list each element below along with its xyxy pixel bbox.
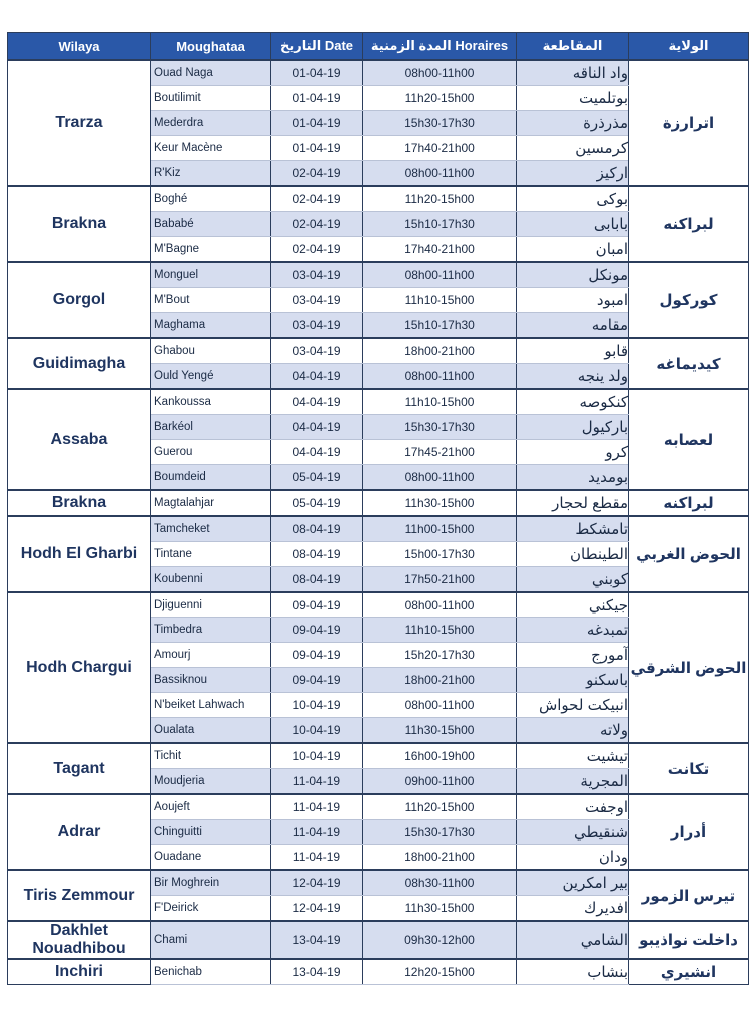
- hours-cell: 11h30-15h00: [363, 896, 517, 922]
- moughataa-cell: Ouadane: [151, 845, 271, 871]
- table-row: [8, 959, 749, 985]
- hours-cell: 11h30-15h00: [363, 490, 517, 516]
- wilaya-cell: Hodh El Gharbi: [8, 516, 151, 592]
- moughataa-ar-cell: [517, 845, 629, 871]
- hours-cell: 08h30-11h00: [363, 870, 517, 896]
- moughataa-ar-cell: [517, 313, 629, 339]
- wilaya-cell: Inchiri: [8, 959, 151, 985]
- moughataa-ar-cell: [517, 262, 629, 288]
- moughataa-ar-text: مونكل: [588, 267, 628, 284]
- moughataa-cell: Kankoussa: [151, 389, 271, 415]
- moughataa-ar-text: كوبني: [591, 571, 628, 588]
- moughataa-cell: Benichab: [151, 959, 271, 985]
- table-row: [8, 870, 749, 896]
- hours-cell: 15h20-17h30: [363, 643, 517, 668]
- moughataa-cell: Tichit: [151, 743, 271, 769]
- table-row: [8, 338, 749, 364]
- moughataa-ar-text: واد الناقه: [572, 65, 628, 82]
- date-cell: 12-04-19: [271, 896, 363, 922]
- date-cell: 04-04-19: [271, 364, 363, 390]
- moughataa-ar-text: امبان: [595, 241, 628, 258]
- moughataa-ar-cell: [517, 794, 629, 820]
- date-cell: 09-04-19: [271, 592, 363, 618]
- table-row: [8, 186, 749, 212]
- date-cell: 10-04-19: [271, 693, 363, 718]
- moughataa-cell: R'Kiz: [151, 161, 271, 187]
- moughataa-ar-cell: [517, 136, 629, 161]
- date-cell: 11-04-19: [271, 845, 363, 871]
- date-cell: 11-04-19: [271, 820, 363, 845]
- moughataa-ar-cell: [517, 896, 629, 922]
- moughataa-ar-text: المجرية: [580, 773, 628, 790]
- hours-cell: 15h30-17h30: [363, 111, 517, 136]
- hours-cell: 18h00-21h00: [363, 845, 517, 871]
- moughataa-ar-text: انبيكت لحواش: [538, 697, 628, 714]
- moughataa-ar-text: بير امكرين: [562, 875, 628, 892]
- moughataa-ar-text: شنقيطي: [573, 824, 628, 841]
- moughataa-ar-text: اوجفت: [584, 799, 628, 816]
- moughataa-ar-cell: [517, 921, 629, 959]
- table-row: [8, 592, 749, 618]
- header-moughataa: Moughataa: [151, 33, 271, 61]
- date-cell: 02-04-19: [271, 161, 363, 187]
- date-cell: 09-04-19: [271, 643, 363, 668]
- moughataa-ar-text: ولاته: [599, 722, 628, 739]
- moughataa-ar-cell: [517, 237, 629, 263]
- moughataa-cell: Barkéol: [151, 415, 271, 440]
- moughataa-cell: Magtalahjar: [151, 490, 271, 516]
- moughataa-ar-cell: [517, 542, 629, 567]
- moughataa-ar-cell: [517, 643, 629, 668]
- wilaya-cell: Brakna: [8, 186, 151, 262]
- hours-cell: 15h30-17h30: [363, 820, 517, 845]
- moughataa-ar-text: كرو: [605, 444, 628, 461]
- moughataa-ar-text: مقامه: [591, 317, 628, 334]
- moughataa-ar-cell: [517, 743, 629, 769]
- table-row: [8, 743, 749, 769]
- moughataa-ar-text: بوتلميت: [579, 90, 628, 107]
- hours-cell: 17h40-21h00: [363, 136, 517, 161]
- moughataa-ar-cell: [517, 465, 629, 491]
- schedule-table: [7, 32, 749, 985]
- date-cell: 04-04-19: [271, 389, 363, 415]
- moughataa-ar-text: جيكني: [588, 597, 628, 614]
- hours-cell: 08h00-11h00: [363, 592, 517, 618]
- date-cell: 13-04-19: [271, 921, 363, 959]
- wilaya-ar-cell: انشيري: [629, 959, 749, 985]
- wilaya-cell: Trarza: [8, 60, 151, 186]
- moughataa-cell: Boutilimit: [151, 86, 271, 111]
- date-cell: 13-04-19: [271, 959, 363, 985]
- hours-cell: 17h50-21h00: [363, 567, 517, 593]
- wilaya-cell: Hodh Chargui: [8, 592, 151, 743]
- wilaya-ar-cell: تكانت: [629, 743, 749, 794]
- date-cell: 09-04-19: [271, 668, 363, 693]
- moughataa-cell: Chami: [151, 921, 271, 959]
- date-cell: 05-04-19: [271, 465, 363, 491]
- hours-cell: 16h00-19h00: [363, 743, 517, 769]
- date-cell: 03-04-19: [271, 262, 363, 288]
- hours-cell: 17h40-21h00: [363, 237, 517, 263]
- moughataa-cell: F'Deirick: [151, 896, 271, 922]
- schedule-body: [8, 60, 749, 985]
- date-cell: 08-04-19: [271, 516, 363, 542]
- hours-cell: 15h10-17h30: [363, 212, 517, 237]
- wilaya-cell: Brakna: [8, 490, 151, 516]
- hours-cell: 11h20-15h00: [363, 86, 517, 111]
- moughataa-ar-text: ولد ينجه: [577, 368, 628, 385]
- hours-cell: 12h20-15h00: [363, 959, 517, 985]
- moughataa-cell: Timbedra: [151, 618, 271, 643]
- moughataa-cell: Amourj: [151, 643, 271, 668]
- moughataa-ar-cell: [517, 618, 629, 643]
- moughataa-cell: Djiguenni: [151, 592, 271, 618]
- moughataa-cell: Ouad Naga: [151, 60, 271, 86]
- moughataa-ar-cell: [517, 186, 629, 212]
- moughataa-cell: Moudjeria: [151, 769, 271, 795]
- moughataa-ar-text: مقطع لحجار: [552, 495, 628, 512]
- wilaya-cell: Gorgol: [8, 262, 151, 338]
- wilaya-cell: Assaba: [8, 389, 151, 490]
- moughataa-ar-cell: [517, 86, 629, 111]
- header-date: التاريخ Date: [271, 33, 363, 61]
- date-cell: 01-04-19: [271, 111, 363, 136]
- moughataa-ar-text: تامشكط: [575, 521, 628, 538]
- header-row: [8, 33, 749, 61]
- wilaya-ar-cell: لبراكنه: [629, 186, 749, 262]
- hours-cell: 17h45-21h00: [363, 440, 517, 465]
- moughataa-ar-cell: [517, 490, 629, 516]
- table-row: [8, 490, 749, 516]
- moughataa-ar-cell: [517, 820, 629, 845]
- hours-cell: 08h00-11h00: [363, 60, 517, 86]
- moughataa-cell: Monguel: [151, 262, 271, 288]
- moughataa-ar-text: باركيول: [581, 419, 628, 436]
- moughataa-cell: Bassiknou: [151, 668, 271, 693]
- moughataa-ar-cell: [517, 870, 629, 896]
- moughataa-cell: M'Bagne: [151, 237, 271, 263]
- moughataa-ar-text: باسكنو: [586, 672, 628, 689]
- moughataa-cell: Ould Yengé: [151, 364, 271, 390]
- hours-cell: 08h00-11h00: [363, 262, 517, 288]
- hours-cell: 11h10-15h00: [363, 288, 517, 313]
- wilaya-cell: Tagant: [8, 743, 151, 794]
- hours-cell: 08h00-11h00: [363, 161, 517, 187]
- moughataa-ar-text: اركيز: [596, 165, 628, 182]
- moughataa-ar-cell: [517, 288, 629, 313]
- moughataa-cell: Oualata: [151, 718, 271, 744]
- moughataa-ar-cell: [517, 111, 629, 136]
- table-row: [8, 262, 749, 288]
- moughataa-ar-text: ودان: [598, 849, 628, 866]
- date-cell: 01-04-19: [271, 60, 363, 86]
- date-cell: 10-04-19: [271, 718, 363, 744]
- date-cell: 02-04-19: [271, 186, 363, 212]
- moughataa-ar-cell: [517, 161, 629, 187]
- date-cell: 09-04-19: [271, 618, 363, 643]
- hours-cell: 08h00-11h00: [363, 693, 517, 718]
- moughataa-cell: N'beiket Lahwach: [151, 693, 271, 718]
- hours-cell: 11h30-15h00: [363, 718, 517, 744]
- moughataa-ar-text: امبود: [596, 292, 628, 309]
- hours-cell: 18h00-21h00: [363, 668, 517, 693]
- wilaya-ar-cell: داخلت نواذيبو: [629, 921, 749, 959]
- moughataa-ar-cell: [517, 693, 629, 718]
- moughataa-cell: Boghé: [151, 186, 271, 212]
- date-cell: 11-04-19: [271, 794, 363, 820]
- moughataa-ar-text: تيشيت: [586, 748, 628, 765]
- moughataa-ar-cell: [517, 212, 629, 237]
- hours-cell: 09h00-11h00: [363, 769, 517, 795]
- hours-cell: 11h20-15h00: [363, 186, 517, 212]
- wilaya-ar-cell: اترارزة: [629, 60, 749, 186]
- header-wilaya-ar: الولاية: [629, 33, 749, 61]
- wilaya-cell: Tiris Zemmour: [8, 870, 151, 921]
- wilaya-ar-cell: كيديماغه: [629, 338, 749, 389]
- date-cell: 04-04-19: [271, 440, 363, 465]
- date-cell: 03-04-19: [271, 338, 363, 364]
- moughataa-ar-cell: [517, 959, 629, 985]
- date-cell: 01-04-19: [271, 136, 363, 161]
- hours-cell: 11h10-15h00: [363, 618, 517, 643]
- moughataa-ar-text: كنكوصه: [579, 394, 628, 411]
- wilaya-ar-cell: تيرس الزمور: [629, 870, 749, 921]
- moughataa-ar-cell: [517, 567, 629, 593]
- moughataa-ar-text: مذرذرة: [583, 115, 628, 132]
- table-row: [8, 389, 749, 415]
- wilaya-cell: Adrar: [8, 794, 151, 870]
- moughataa-ar-text: الطينطان: [570, 546, 628, 563]
- wilaya-ar-cell: لبراكنه: [629, 490, 749, 516]
- wilaya-ar-cell: كوركول: [629, 262, 749, 338]
- moughataa-ar-cell: [517, 516, 629, 542]
- moughataa-cell: Aoujeft: [151, 794, 271, 820]
- moughataa-ar-text: كرمسين: [575, 140, 628, 157]
- wilaya-cell: Dakhlet Nouadhibou: [8, 921, 151, 959]
- hours-cell: 15h10-17h30: [363, 313, 517, 339]
- hours-cell: 11h20-15h00: [363, 794, 517, 820]
- moughataa-cell: Maghama: [151, 313, 271, 339]
- moughataa-ar-cell: [517, 769, 629, 795]
- moughataa-ar-text: بنشاب: [587, 964, 628, 981]
- moughataa-ar-cell: [517, 440, 629, 465]
- wilaya-ar-cell: الحوض الغربي: [629, 516, 749, 592]
- date-cell: 04-04-19: [271, 415, 363, 440]
- date-cell: 03-04-19: [271, 313, 363, 339]
- wilaya-ar-cell: الحوض الشرقي: [629, 592, 749, 743]
- moughataa-ar-text: بابابى: [593, 216, 628, 233]
- date-cell: 08-04-19: [271, 567, 363, 593]
- hours-cell: 11h10-15h00: [363, 389, 517, 415]
- moughataa-cell: M'Bout: [151, 288, 271, 313]
- wilaya-ar-cell: أدرار: [629, 794, 749, 870]
- moughataa-ar-cell: [517, 415, 629, 440]
- moughataa-ar-text: بومديد: [588, 469, 628, 486]
- header-horaires: المدة الزمنية Horaires: [363, 33, 517, 61]
- table-row: [8, 516, 749, 542]
- wilaya-ar-cell: لعصابه: [629, 389, 749, 490]
- moughataa-ar-cell: [517, 60, 629, 86]
- moughataa-ar-cell: [517, 338, 629, 364]
- moughataa-ar-cell: [517, 668, 629, 693]
- date-cell: 11-04-19: [271, 769, 363, 795]
- table-row: [8, 794, 749, 820]
- hours-cell: 15h00-17h30: [363, 542, 517, 567]
- date-cell: 05-04-19: [271, 490, 363, 516]
- moughataa-ar-text: الشامي: [580, 932, 628, 949]
- moughataa-ar-cell: [517, 364, 629, 390]
- table-row: [8, 921, 749, 959]
- moughataa-cell: Tamcheket: [151, 516, 271, 542]
- moughataa-ar-text: تمبدغه: [586, 622, 628, 639]
- date-cell: 10-04-19: [271, 743, 363, 769]
- moughataa-cell: Koubenni: [151, 567, 271, 593]
- date-cell: 03-04-19: [271, 288, 363, 313]
- moughataa-ar-text: قابو: [604, 343, 628, 360]
- moughataa-cell: Guerou: [151, 440, 271, 465]
- table-row: [8, 60, 749, 86]
- hours-cell: 08h00-11h00: [363, 465, 517, 491]
- hours-cell: 08h00-11h00: [363, 364, 517, 390]
- moughataa-ar-text: بوكى: [596, 191, 628, 208]
- moughataa-ar-cell: [517, 718, 629, 744]
- moughataa-cell: Tintane: [151, 542, 271, 567]
- moughataa-cell: Ghabou: [151, 338, 271, 364]
- header-wilaya: Wilaya: [8, 33, 151, 61]
- moughataa-cell: Keur Macène: [151, 136, 271, 161]
- moughataa-ar-cell: [517, 592, 629, 618]
- moughataa-cell: Boumdeid: [151, 465, 271, 491]
- moughataa-cell: Mederdra: [151, 111, 271, 136]
- wilaya-cell: Guidimagha: [8, 338, 151, 389]
- date-cell: 08-04-19: [271, 542, 363, 567]
- moughataa-ar-text: آمورج: [591, 647, 628, 664]
- date-cell: 01-04-19: [271, 86, 363, 111]
- moughataa-cell: Bababé: [151, 212, 271, 237]
- moughataa-cell: Bir Moghrein: [151, 870, 271, 896]
- hours-cell: 11h00-15h00: [363, 516, 517, 542]
- hours-cell: 15h30-17h30: [363, 415, 517, 440]
- date-cell: 12-04-19: [271, 870, 363, 896]
- date-cell: 02-04-19: [271, 212, 363, 237]
- moughataa-cell: Chinguitti: [151, 820, 271, 845]
- hours-cell: 09h30-12h00: [363, 921, 517, 959]
- moughataa-ar-text: افديرك: [583, 900, 628, 917]
- header-moughataa-ar: المقاطعة: [517, 33, 629, 61]
- date-cell: 02-04-19: [271, 237, 363, 263]
- moughataa-ar-cell: [517, 389, 629, 415]
- hours-cell: 18h00-21h00: [363, 338, 517, 364]
